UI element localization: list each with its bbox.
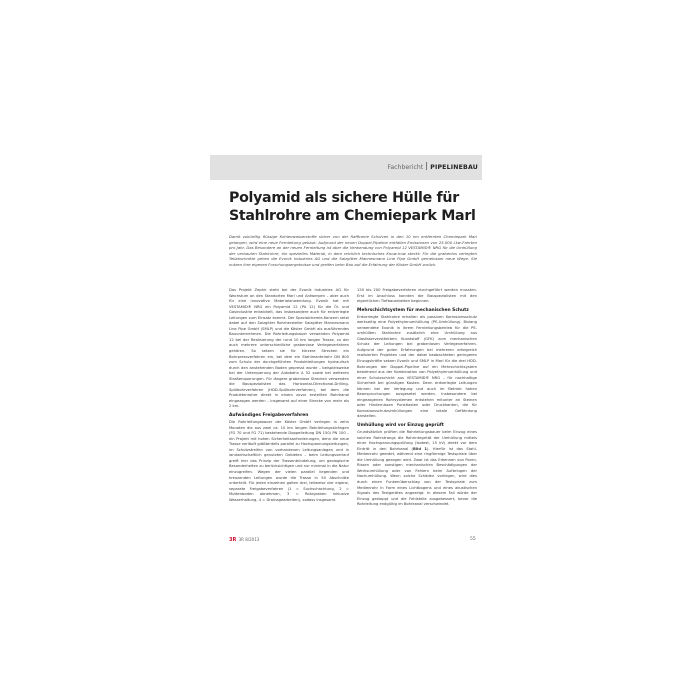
left-paragraph-1: Das Projekt Zephir steht bei der Evonik Industries AG für Wachstum an den Standorten Marl und Antwerpen – aber auch für eine innovative Materialanwendung. Evonik hat mit VESTAMID® NRG ein Polyamid 12 (PA 12) für die Öl- und Gasindustrie entwickelt, das insbesondere auch für erdverlegte Leitungen zum Einsatz kommt. Der Spezialchemie-Konzern setzt dabei auf den Salzgitter Rohrhersteller Salzgitter Mannesmann Line Pipe GmbH (SMLP) und die Köster GmbH als ausführendes Bauunternehmen. Die Rohrleitungsbauer verwenden Polyamid 12 bei der Realisierung der rund 10 km langen Trasse, zu der auch mehrere unterschiedliche grabenlose Verlegeverfahren gehören. So setzen sie für kürzere Strecken ein Bohrpressverfahren ein, bei dem ein Stahlmantelrohr DN 800 zum Schutz der durchgeführten Produktleitungen hydraulisch durch den anstehenden Boden gepresst wurde – beispielsweise bei der Unterquerung der Autobahn A 52 sowie bei weiteren Straßenquerungen. Für längere grabenlose Strecken verwenden die Bauspezialisten das Horizontal-Directional-Drilling-Spülbohrverfahren (HDD-Spülbohrverfahren), bei dem die Produktenrohre direkt in einem zuvor erstellten Bohrkanal eingezogen werden – insgesamt auf einer Strecke von mehr als 2 km. bbox=[229, 288, 349, 409]
publication-issue: 3R 8/2013 bbox=[238, 537, 260, 542]
right-paragraph-3-a: Grundsätzlich prüften die Rohrleitungsbauer beim Einzug eines solchen Rohrstrangs die Rohrintegrität der Umhüllung mittels einer Hochspannungsprüfung (Isotest, 15 kV) direkt vor dem Eintritt in den Bohrkanal ( bbox=[357, 430, 477, 451]
publication-footer bbox=[229, 537, 259, 543]
page-number: 55 bbox=[470, 537, 476, 542]
publication-logo: 3R bbox=[229, 537, 237, 543]
article-lead: Damit zukünftig flüssige Kohlenwasserstoffe sicher von der Raffinerie Scholven in den 10 km entfernten Chemiepark Marl gelangen, wird eine neue Fernleitung gebaut. Aufgrund der neuen Doppel-Pipeline entfallen Emissionen von 25.000 Lkw-Fahrten pro Jahr. Das Besondere an der neuen Fernleitung ist aber die Verwendung von Polyamid 12 VESTAMID® NRG für die Umhüllung der verbauten Stahlrohre, ein spezielles Material, in dem reichlich technisches Know-how steckt: Für die grabenlos verlegten Teilabschnitte gehen die Evonik Industries AG und die Salzgitter Mannesmann Line Pipe GmbH gemeinsam neue Wege. Sie nutzen ihre eigenen Forschungsergebnisse und greifen beim Bau auf die Erfahrung der Köster GmbH zurück. bbox=[229, 234, 477, 267]
figure-reference: Bild 1 bbox=[412, 446, 427, 451]
right-paragraph-2: Erdverlegte Stahlrohre erhalten als passiven Korrosionsschutz werkseitig eine Polyethylenumhüllung (PE-Umhüllung). Bislang verwendete Evonik in ihrem Fernleitungsbetrieb für die PE-umhüllten Stahlrohre zusätzlich eine Umhüllung aus Glasfaserverstärktem Kunststoff (GFK) zum mechanischen Schutz der Leitungen bei grabenlosen Verlegeverfahren. Aufgrund der guten Erfahrungen bei mehreren erfolgreich realisierten Projekten und der dabei beobachteten geringeren Einzugskräfte setzen Evonik und SMLP in Marl für die drei HDD-Bohrungen der Doppel-Pipeline auf ein Mehrschichtsystem bestehend aus der Kombination von Polyethylenumhüllung und einer Schutzschicht aus VESTAMID® NRG – für nachhaltige Sicherheit bei günstigen Kosten. Denn erdverlegte Leitungen können bei der Verlegung und auch im Betrieb hohen Beanspruchungen ausgesetzt werden. Insbesondere bei eingezogenen Rohrsystemen entstehen mitunter an Steinen oder Hindernissen Punktlasten oder Druckkanten, die für Korrosionsschutzumhüllungen eine lokale Gefährdung darstellen. bbox=[357, 314, 477, 419]
left-column bbox=[229, 288, 349, 503]
header-divider bbox=[426, 162, 427, 170]
section-label: Fachbericht bbox=[387, 164, 424, 171]
right-paragraph-3 bbox=[357, 430, 477, 508]
header-band bbox=[210, 155, 482, 180]
right-paragraph-1: 150 bis 200 Freigabeverfahren durchgeführt werden mussten. Erst im Anschluss konnten die Bauspezialisten mit den eigentlichen Tiefbauarbeiten beginnen. bbox=[357, 288, 477, 304]
section-name: PIPELINEBAU bbox=[430, 164, 478, 171]
article-title bbox=[229, 190, 479, 225]
right-column bbox=[357, 288, 477, 508]
subheading-freigabeverfahren: Aufwändiges Freigabeverfahren bbox=[229, 413, 309, 419]
right-paragraph-3-b: ). Hierfür ist das Stahl-Medienrohr geerdet, während eine ringförmige Testspirale über die Umhüllung gezogen wird. Zwar ist das Erkennen von Poren, Rissen oder sonstigen mechanischen Beschädigungen der Werksumhüllung oder von Fehlern beim Aufbringen der Nachumhüllung. Wenn solche Schäden vorliegen, wird dies durch einen Funkenüberschlag von der Testspirale zum Medienrohr in Form eines Lichtbogens und eines akustischen Signals des Testgerätes angezeigt. In diesem Fall würde der Einzug gestoppt und die Fehlstelle ausgebessert, bevor die Rohrleitung endgültig im Bohrkanal verschwindet. bbox=[357, 446, 477, 507]
article-title-line-2: Stahlrohre am Chemiepark Marl bbox=[229, 207, 476, 224]
subheading-mehrschichtsystem: Mehrschichtsystem für mechanischen Schutz bbox=[357, 307, 469, 313]
article-title-line-1: Polyamid als sichere Hülle für bbox=[229, 190, 459, 206]
left-paragraph-2: Die Rohrleitungsbauer der Köster GmbH verlegen in zehn Monaten die aus zwei ca. 10 km langen Rohrleitungssträngen (FG 70 und FG 71) bestehende Doppelleitung DN 150/ PN 100 – ein Projekt mit hohen Sicherheitsanforderungen, denn die neue Trasse verläuft größtenteils parallel zu Hochspannungsleitungen, im Schutzstreifen von vorhandenen Leitungsanlagen und in landwirtschaftlich genutzten Gebieten – beim Leitungsverlauf greift hier das Prinzip der Trassenbündelung, um geologische Besonderheiten zu berücksichtigen und nur minimal in die Natur einzugreifen. Wegen der vielen parallel liegenden und kreuzenden Leitungen wurde die Trasse in 50 Abschnitte unterteilt. Für jeden einzelnen galten drei, teilweise vier eigene, separate Freigabeverfahren (1 = Suchschachtung, 2 = Muttenboden abnehmen, 3 = Rohrgraben inklusive Wasserhaltung, 4 = Drainagearbeiten), sodass insgesamt bbox=[229, 420, 349, 502]
section-header bbox=[387, 162, 478, 173]
subheading-umhuellung: Umhüllung wird vor Einzug geprüft bbox=[357, 423, 444, 429]
